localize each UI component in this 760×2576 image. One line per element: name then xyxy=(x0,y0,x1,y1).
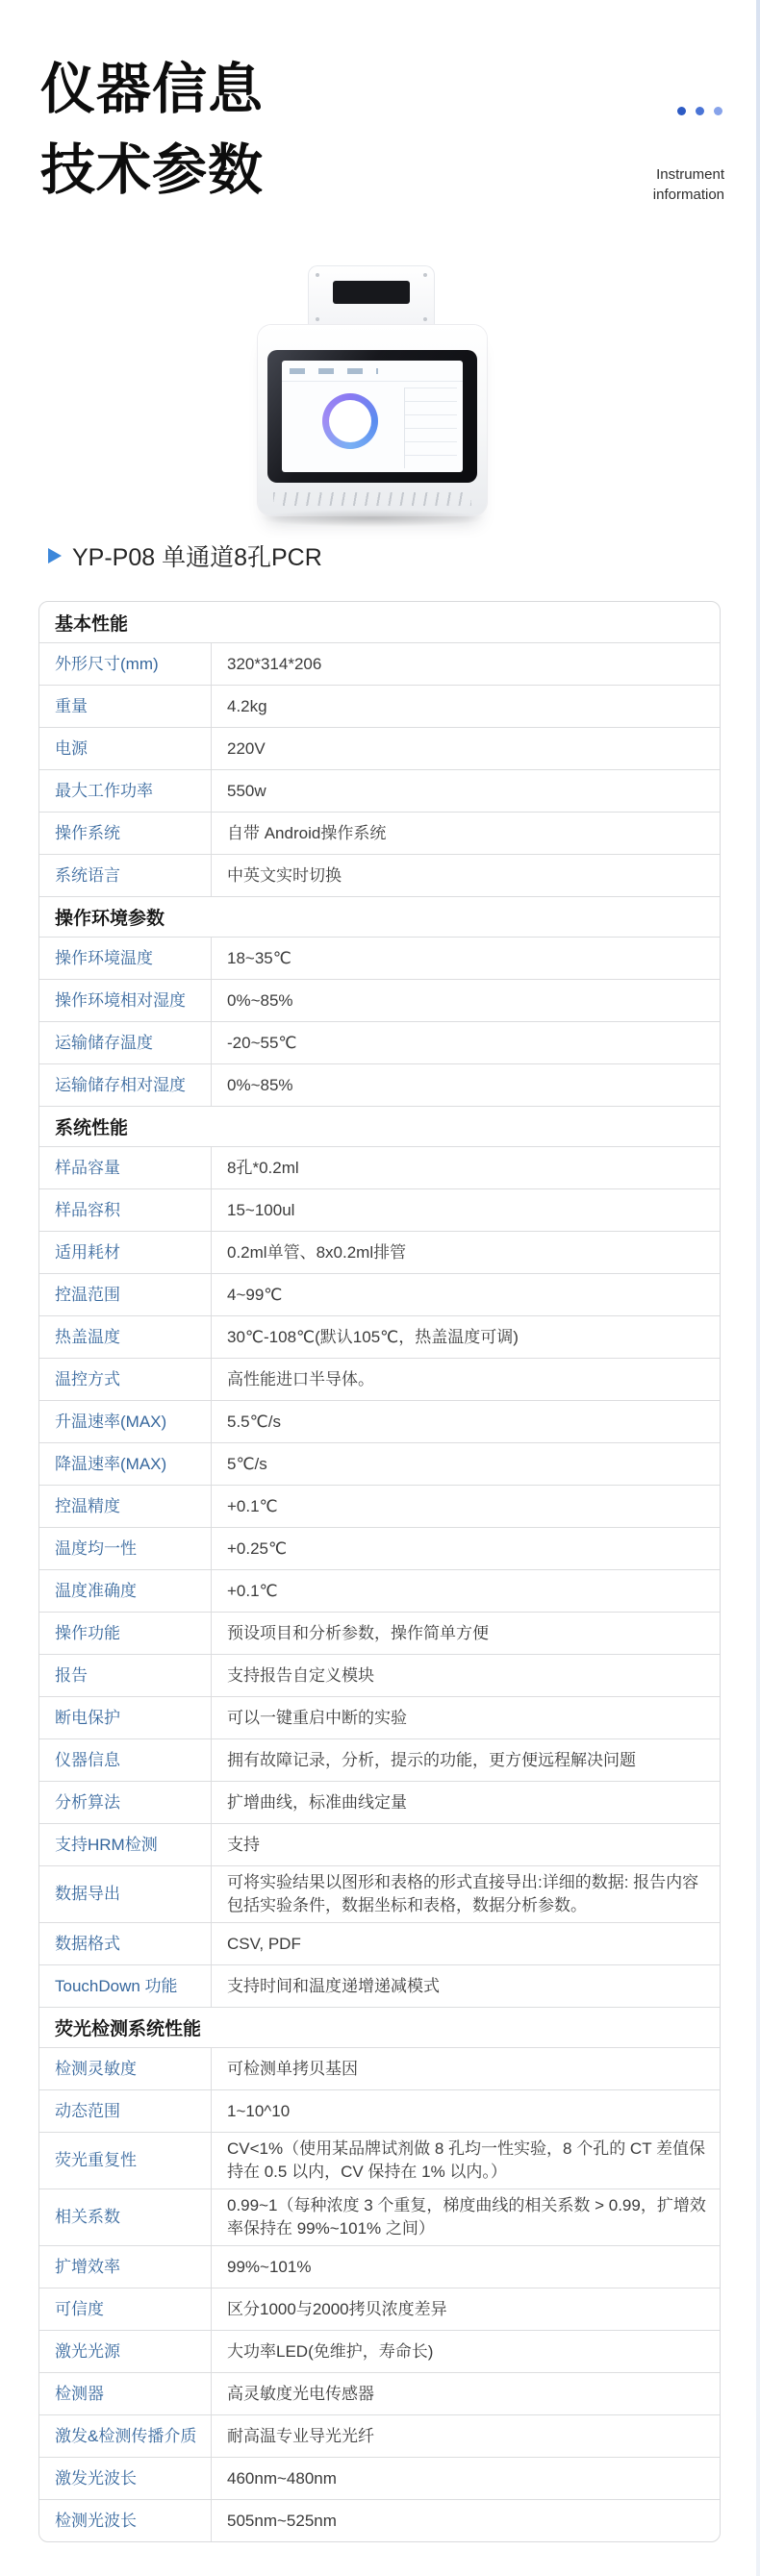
spec-value: 1~10^10 xyxy=(227,2101,291,2120)
table-row xyxy=(39,1231,720,1273)
table-row xyxy=(39,1400,720,1442)
table-row xyxy=(39,1781,720,1823)
spec-label: 仪器信息 xyxy=(39,1739,212,1781)
table-row xyxy=(39,2245,720,2288)
table-row xyxy=(39,1569,720,1612)
spec-value: 4.2kg xyxy=(227,696,267,715)
spec-value: 区分1000与2000拷贝浓度差异 xyxy=(227,2299,447,2318)
spec-value: 320*314*206 xyxy=(227,654,322,673)
instrument-body xyxy=(258,325,487,515)
spec-label: 分析算法 xyxy=(39,1782,212,1823)
spec-value: 高性能进口半导体。 xyxy=(227,1369,374,1388)
spec-label: 温度均一性 xyxy=(39,1528,212,1569)
spec-label: 报告 xyxy=(39,1655,212,1696)
spec-value: CV<1%（使用某品牌试剂做 8 孔均一性实验，8 个孔的 CT 差值保持在 0.5 以内，CV 保持在 1% 以内。） xyxy=(227,2139,705,2181)
screw-dot xyxy=(316,273,319,277)
spec-value: 可以一键重启中断的实验 xyxy=(227,1708,407,1727)
dot-icon xyxy=(677,107,686,115)
spec-value: 0.99~1（每种浓度 3 个重复，梯度曲线的相关系数 > 0.99，扩增效率保持在 99%~101% 之间） xyxy=(227,2196,706,2238)
spec-value: 可将实验结果以图形和表格的形式直接导出:详细的数据: 报告内容包括实验条件，数据坐标和表格，数据分析参数。 xyxy=(227,1873,699,1914)
spec-label: 操作功能 xyxy=(39,1613,212,1654)
spec-label: 相关系数 xyxy=(39,2189,212,2245)
table-row xyxy=(39,2188,720,2245)
table-row xyxy=(39,1021,720,1063)
page-edge-strip xyxy=(756,0,760,2576)
table-row xyxy=(39,1442,720,1485)
spec-value: 220V xyxy=(227,738,266,758)
spec-label: 可信度 xyxy=(39,2288,212,2330)
lid-slot xyxy=(333,281,410,304)
screen-side-panel xyxy=(404,388,457,468)
page-title xyxy=(40,49,264,211)
spec-value: 支持 xyxy=(227,1835,260,1854)
spec-value: 支持报告自定义模块 xyxy=(227,1665,374,1685)
table-row xyxy=(39,1063,720,1106)
spec-value: 30℃-108℃(默认105℃，热盖温度可调) xyxy=(227,1327,519,1346)
spec-value: 0.2ml单管、8x0.2ml排管 xyxy=(227,1242,407,1262)
spec-label: 样品容量 xyxy=(39,1147,212,1188)
table-row xyxy=(39,2372,720,2414)
spec-value: 460nm~480nm xyxy=(227,2468,337,2488)
table-row xyxy=(39,769,720,812)
spec-label: 温控方式 xyxy=(39,1359,212,1400)
spec-table xyxy=(38,601,721,2542)
spec-value: 高灵敏度光电传感器 xyxy=(227,2384,374,2403)
table-row xyxy=(39,1273,720,1315)
spec-value: 自带 Android操作系统 xyxy=(227,823,387,842)
spec-label: 热盖温度 xyxy=(39,1316,212,1358)
spec-value: 8孔*0.2ml xyxy=(227,1158,299,1177)
table-row xyxy=(39,1922,720,1964)
spec-label: 温度准确度 xyxy=(39,1570,212,1612)
table-section-title: 操作环境参数 xyxy=(55,909,165,929)
spec-label: 数据导出 xyxy=(39,1866,212,1922)
spec-value: +0.1℃ xyxy=(227,1581,278,1600)
spec-value: 0%~85% xyxy=(227,1075,293,1094)
spec-value: 5.5℃/s xyxy=(227,1412,281,1431)
spec-value: +0.1℃ xyxy=(227,1496,278,1515)
table-row xyxy=(39,642,720,685)
spec-value: 可检测单拷贝基因 xyxy=(227,2059,358,2078)
dot-icon xyxy=(696,107,704,115)
model-heading xyxy=(48,538,322,573)
spec-value: 拥有故障记录，分析，提示的功能，更方便远程解决问题 xyxy=(227,1750,636,1769)
table-row xyxy=(39,1146,720,1188)
spec-value: 支持时间和温度递增递减模式 xyxy=(227,1976,440,1995)
dot-icon xyxy=(714,107,722,115)
page-title-line1: 仪器信息 xyxy=(40,59,264,120)
screw-dot xyxy=(316,317,319,321)
spec-label: 控温精度 xyxy=(39,1486,212,1527)
spec-label: 激发&检测传播介质 xyxy=(39,2415,212,2457)
spec-label: 支持HRM检测 xyxy=(39,1824,212,1865)
spec-label: 操作环境相对湿度 xyxy=(39,980,212,1021)
touchscreen-bezel xyxy=(267,350,477,483)
spec-label: 检测光波长 xyxy=(39,2500,212,2541)
subtitle-english xyxy=(653,164,724,205)
table-row xyxy=(39,1964,720,2007)
table-section-title: 基本性能 xyxy=(55,613,129,635)
spec-label: 运输储存温度 xyxy=(39,1022,212,1063)
screen-tabs xyxy=(290,368,378,374)
spec-label: 最大工作功率 xyxy=(39,770,212,812)
vent-slats xyxy=(273,492,471,506)
spec-label: 电源 xyxy=(39,728,212,769)
spec-label: 控温范围 xyxy=(39,1274,212,1315)
spec-label: 激发光波长 xyxy=(39,2458,212,2499)
bullet-triangle-icon xyxy=(48,548,62,563)
table-row xyxy=(39,2414,720,2457)
spec-label: TouchDown 功能 xyxy=(39,1965,212,2007)
spec-value: CSV, PDF xyxy=(227,1934,301,1953)
table-section-header xyxy=(39,602,720,642)
spec-value: 扩增曲线，标准曲线定量 xyxy=(227,1792,407,1812)
subtitle-english-line2: information xyxy=(652,187,724,203)
spec-label: 升温速率(MAX) xyxy=(39,1401,212,1442)
spec-value: 耐高温专业导光光纤 xyxy=(227,2426,374,2445)
table-row xyxy=(39,2132,720,2188)
table-row xyxy=(39,727,720,769)
table-row xyxy=(39,2288,720,2330)
spec-label: 激光光源 xyxy=(39,2331,212,2372)
spec-value: -20~55℃ xyxy=(227,1033,297,1052)
spec-label: 检测灵敏度 xyxy=(39,2048,212,2089)
table-row xyxy=(39,1612,720,1654)
spec-label: 降温速率(MAX) xyxy=(39,1443,212,1485)
spec-value: 大功率LED(免维护，寿命长) xyxy=(227,2341,434,2361)
table-row xyxy=(39,1315,720,1358)
spec-label: 荧光重复性 xyxy=(39,2133,212,2188)
spec-value: 中英文实时切换 xyxy=(227,865,342,885)
screw-dot xyxy=(423,273,427,277)
spec-value: 550w xyxy=(227,781,266,800)
table-row xyxy=(39,1188,720,1231)
spec-label: 系统语言 xyxy=(39,855,212,896)
table-section-title: 荧光检测系统性能 xyxy=(55,2019,202,2039)
table-row xyxy=(39,2330,720,2372)
subtitle-english-line1: Instrument xyxy=(656,166,724,183)
table-section-title: 系统性能 xyxy=(55,1118,129,1138)
ground-shadow xyxy=(248,509,496,528)
table-row xyxy=(39,2089,720,2132)
table-row xyxy=(39,685,720,727)
spec-label: 检测器 xyxy=(39,2373,212,2414)
table-row xyxy=(39,1738,720,1781)
table-row xyxy=(39,937,720,979)
spec-value: +0.25℃ xyxy=(227,1538,288,1558)
spec-label: 操作系统 xyxy=(39,813,212,854)
spec-value: 0%~85% xyxy=(227,990,293,1010)
spec-value: 505nm~525nm xyxy=(227,2511,337,2530)
table-row xyxy=(39,1485,720,1527)
table-row xyxy=(39,1865,720,1922)
touchscreen-ui xyxy=(282,361,463,472)
spec-value: 15~100ul xyxy=(227,1200,295,1219)
table-row xyxy=(39,1696,720,1738)
table-row xyxy=(39,979,720,1021)
table-row xyxy=(39,1654,720,1696)
spec-label: 外形尺寸(mm) xyxy=(39,643,212,685)
screen-divider xyxy=(282,381,463,382)
pcr-instrument-image xyxy=(258,265,487,527)
spec-value: 99%~101% xyxy=(227,2257,312,2276)
spec-label: 重量 xyxy=(39,686,212,727)
spec-label: 运输储存相对湿度 xyxy=(39,1064,212,1106)
spec-value: 18~35℃ xyxy=(227,948,291,967)
spec-label: 断电保护 xyxy=(39,1697,212,1738)
spec-value: 5℃/s xyxy=(227,1454,267,1473)
spec-label: 动态范围 xyxy=(39,2090,212,2132)
screw-dot xyxy=(423,317,427,321)
spec-label: 扩增效率 xyxy=(39,2246,212,2288)
table-section-header xyxy=(39,896,720,937)
spec-value: 4~99℃ xyxy=(227,1285,283,1304)
spec-label: 适用耗材 xyxy=(39,1232,212,1273)
spec-label: 数据格式 xyxy=(39,1923,212,1964)
table-section-header xyxy=(39,2007,720,2047)
pagination-dots xyxy=(677,107,722,115)
model-heading-text: YP-P08 单通道8孔PCR xyxy=(72,544,322,571)
progress-ring xyxy=(322,393,378,449)
table-row xyxy=(39,2457,720,2499)
spec-value: 预设项目和分析参数，操作简单方便 xyxy=(227,1623,489,1642)
table-row xyxy=(39,1527,720,1569)
table-row xyxy=(39,812,720,854)
table-section-header xyxy=(39,1106,720,1146)
table-row xyxy=(39,2499,720,2541)
table-row xyxy=(39,1823,720,1865)
page-title-line2: 技术参数 xyxy=(40,139,264,201)
table-row xyxy=(39,854,720,896)
table-row xyxy=(39,1358,720,1400)
spec-label: 样品容积 xyxy=(39,1189,212,1231)
spec-label: 操作环境温度 xyxy=(39,938,212,979)
table-row xyxy=(39,2047,720,2089)
